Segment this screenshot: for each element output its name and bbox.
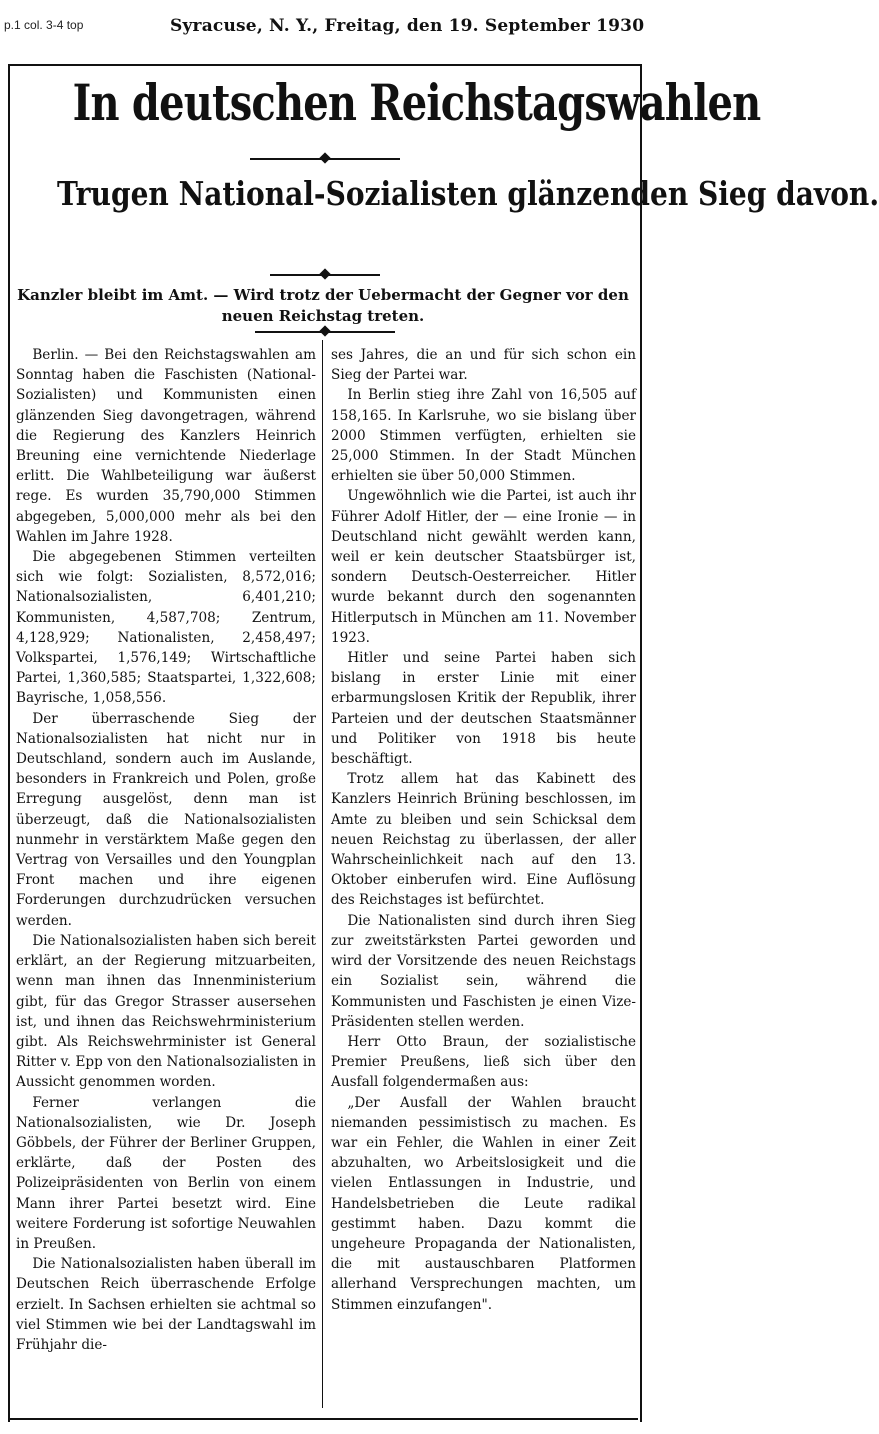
- paragraph: Die Nationalsozialisten haben sich bereit erklärt, an der Regierung mitzuarbeiten, wenn man ihnen das Innenministerium gibt, für das Gregor Strasser ausersehen ist, und ihnen das Reichswehrministerium gibt. Als Reichswehrminister ist General Ritter v. Epp von den Nationalsozialisten in Aussicht genommen worden.: [16, 932, 316, 1091]
- paragraph: Die Nationalisten sind durch ihren Sieg zur zweitstärksten Partei geworden und wird der Vorsitzende des neuen Reichstags ein Sozialist sein, während die Kommunisten und Faschisten je einen Vize-Präsidenten stellen werden.: [331, 912, 636, 1030]
- newspaper-dateline: Syracuse, N. Y., Freitag, den 19. September 1930: [170, 16, 645, 36]
- paragraph: Hitler und seine Partei haben sich bislang in erster Linie mit einer erbarmungslosen Kritik der Republik, ihrer Parteien und der deutschen Staatsmänner und Politiker von 1918 bis heute beschäftigt.: [331, 650, 636, 768]
- paragraph: Der überraschende Sieg der Nationalsozialisten hat nicht nur in Deutschland, sondern auch im Auslande, besonders in Frankreich und Polen, große Erregung ausgelöst, denn man ist überzeugt, daß die Nationalsozialisten nunmehr in verstärktem Maße gegen den Vertrag von Versailles und den Youngplan Front machen und ihre eigenen Forderungen durchzudrücken versuchen werden.: [16, 710, 316, 929]
- article-headline: In deutschen Reichstagswahlen: [72, 73, 761, 132]
- paragraph: Ferner verlangen die Nationalsozialisten, wie Dr. Joseph Göbbels, der Führer der Berliner Gruppen, erklärte, daß der Posten des Polizeipräsidenten von Berlin von einem Mann ihrer Partei besetzt wird. Eine weitere Forderung ist sofortige Neuwahlen in Preußen.: [16, 1094, 316, 1252]
- article-deck: Kanzler bleibt im Amt. — Wird trotz der Uebermacht der Gegner vor den neuen Reichstag treten.: [17, 286, 629, 325]
- paragraph: ses Jahres, die an und für sich schon ein Sieg der Partei war.: [331, 347, 636, 384]
- paragraph: Herr Otto Braun, der sozialistische Premier Preußens, ließ sich über den Ausfall folgendermaßen aus:: [331, 1033, 636, 1091]
- paragraph: „Der Ausfall der Wahlen braucht niemanden pessimistisch zu machen. Es war ein Fehler, die Wahlen in einer Zeit abzuhalten, wo Arbeitslosigkeit und die vielen Entlassungen in Industrie, und Handelsbetrieben die Leute radikal gestimmt haben. Dazu kommt die ungeheure Propaganda der Nationalisten, die mit austauschbaren Platformen allerhand Versprechungen machten, um Stimmen einzufangen".: [331, 1094, 636, 1313]
- paragraph: Die abgegebenen Stimmen verteilten sich wie folgt: Sozialisten, 8,572,016; Nationalsozialisten, 6,401,210; Kommunisten, 4,587,708; Zentrum, 4,128,929; Nationalisten, 2,458,497; Volkspartei, 1,576,149; Wirtschaftliche Partei, 1,360,585; Staatspartei, 1,322,608; Bayrische, 1,058,556.: [16, 549, 316, 707]
- paragraph: Berlin. — Bei den Reichstagswahlen am Sonntag haben die Faschisten (National-Sozialisten) und Kommunisten einen glänzenden Sieg davongetragen, während die Regierung des Kanzlers Heinrich Breuning eine vernichtende Niederlage erlitt. Die Wahlbeteiligung war äußerst rege. Es wurden 35,790,000 Stimmen abgegeben, 5,000,000 mehr als bei den Wahlen im Jahre 1928.: [16, 347, 316, 545]
- archive-label: p.1 col. 3-4 top: [4, 18, 84, 32]
- paragraph: In Berlin stieg ihre Zahl von 16,505 auf 158,165. In Karlsruhe, wo sie bislang über 2000 Stimmen verfügten, erhielten sie 25,000 Stimmen. In der Stadt München erhielten sie über 50,000 Stimmen.: [331, 387, 636, 485]
- paragraph: Die Nationalsozialisten haben überall im Deutschen Reich überraschende Erfolge erzielt. In Sachsen erhielten sie achtmal so viel Stimmen wie bei der Landtagswahl im Frühjahr die-: [16, 1256, 316, 1353]
- article-column-left: [16, 345, 316, 1355]
- article-subheadline: Trugen National-Sozialisten glänzenden Sieg davon.: [56, 174, 879, 213]
- article-column-right: [331, 345, 636, 1315]
- column-divider: [322, 340, 323, 1408]
- paragraph: Trotz allem hat das Kabinett des Kanzlers Heinrich Brüning beschlossen, im Amte zu bleiben und sein Schicksal dem neuen Reichstag zu überlassen, der aller Wahrscheinlichkeit nach auf den 13. Oktober einberufen wird. Eine Auflösung des Reichstages ist befürchtet.: [331, 771, 636, 909]
- article-bottom-rule: [8, 1418, 638, 1420]
- paragraph: Ungewöhnlich wie die Partei, ist auch ihr Führer Adolf Hitler, der — eine Ironie — in Deutschland nicht gewählt werden kann, weil er kein deutscher Staatsbürger ist, sondern Deutsch-Oesterreicher. Hitler wurde bekannt durch den sogenannten Hitlerputsch in München am 11. November 1923.: [331, 488, 636, 646]
